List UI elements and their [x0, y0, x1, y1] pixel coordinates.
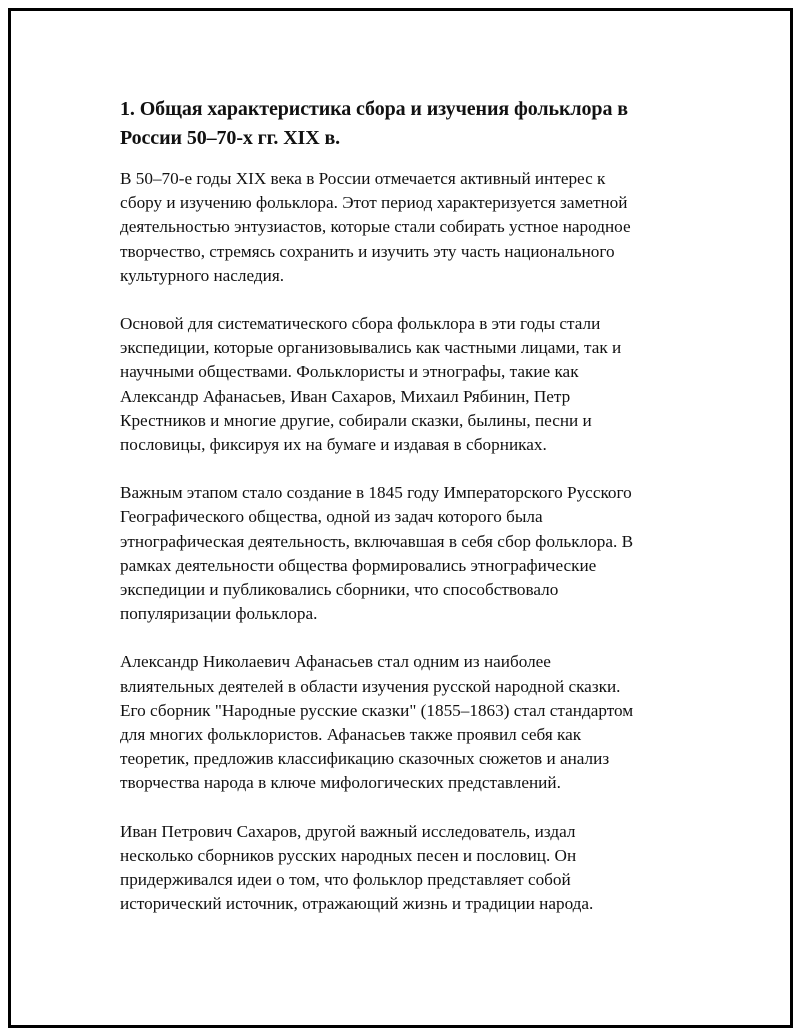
text-line: этнографическая деятельность, включавшая в себя сбор фольклора. В [120, 531, 634, 551]
text-line: В 50–70-е годы XIX века в России отмечается активный интерес к [120, 169, 606, 188]
text-line: творчества народа в ключе мифологических представлений. [120, 773, 561, 793]
text-line: Его сборник "Народные русские сказки" (1855–1863) стал стандартом [120, 700, 634, 720]
text-line: популяризации фольклора. [120, 604, 318, 624]
paragraph-5 [120, 820, 680, 917]
paragraph-2 [120, 312, 680, 457]
text-line: исторический источник, отражающий жизнь и традиции народа. [120, 894, 594, 914]
text-line: творчество, стремясь сохранить и изучить эту часть национального [120, 241, 615, 261]
paragraph-3 [120, 481, 680, 626]
text-line: влиятельных деятелей в области изучения русской народной сказки. [120, 676, 621, 696]
heading-line: России 50–70-х гг. XIX в. [120, 127, 341, 149]
text-line: Иван Петрович Сахаров, другой важный исследователь, издал [120, 821, 576, 841]
text-line: рамках деятельности общества формировались этнографические [120, 555, 597, 575]
text-line: Важным этапом стало создание в 1845 году Императорского Русского [120, 483, 632, 503]
text-line: для многих фольклористов. Афанасьев также проявил себя как [120, 725, 582, 745]
heading-line: 1. Общая характеристика сбора и изучения фольклора в [120, 98, 628, 120]
text-line: экспедиции и публиковались сборники, что способствовало [120, 580, 559, 600]
text-line: Крестников и многие другие, собирали сказки, былины, песни и [120, 410, 592, 430]
document-body [120, 95, 680, 940]
text-line: несколько сборников русских народных песен и пословиц. Он [120, 845, 577, 865]
text-line: сбору и изучению фольклора. Этот период характеризуется заметной [120, 193, 628, 213]
paragraph-1 [120, 167, 680, 288]
text-line: культурного наследия. [120, 265, 285, 285]
text-line: Александр Николаевич Афанасьев стал одним из наиболее [120, 652, 551, 672]
text-line: экспедиции, которые организовывались как частными лицами, так и [120, 338, 622, 358]
text-line: теоретик, предложив классификацию сказочных сюжетов и анализ [120, 749, 610, 769]
text-line: Александр Афанасьев, Иван Сахаров, Михаил Рябинин, Петр [120, 386, 571, 406]
text-line: придерживался идеи о том, что фольклор представляет собой [120, 870, 571, 890]
text-line: пословицы, фиксируя их на бумаге и издавая в сборниках. [120, 435, 547, 455]
text-line: Географического общества, одной из задач которого была [120, 507, 543, 527]
text-line: Основой для систематического сбора фольклора в эти годы стали [120, 314, 601, 334]
text-line: деятельностью энтузиастов, которые стали собирать устное народное [120, 217, 631, 237]
paragraph-4 [120, 650, 680, 795]
section-heading [120, 95, 680, 153]
page-frame [8, 8, 793, 1028]
text-line: научными обществами. Фольклористы и этнографы, такие как [120, 362, 579, 382]
